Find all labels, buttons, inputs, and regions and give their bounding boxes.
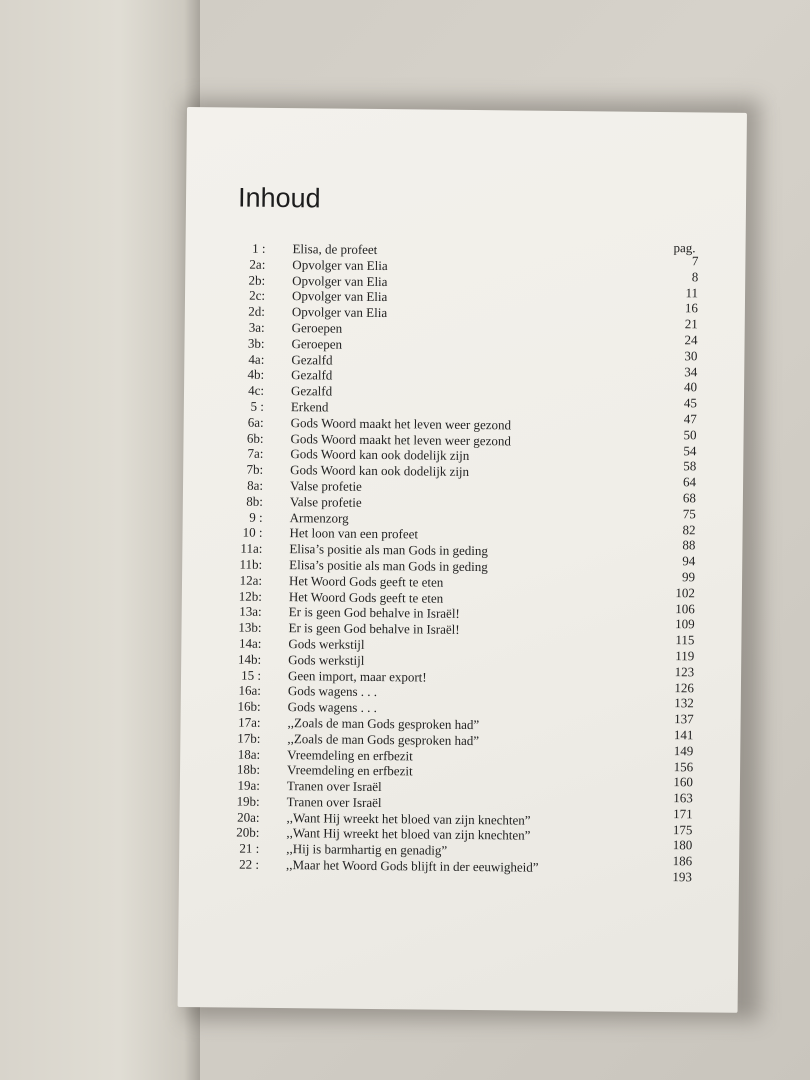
- entry-number: 12b:: [238, 588, 262, 604]
- entry-page: 75: [682, 505, 696, 522]
- entry-number: 4b:: [247, 367, 265, 383]
- entry-title: Gods wagens . . .: [287, 683, 378, 700]
- entry-number: 11a:: [240, 540, 263, 556]
- entry-number: 21 :: [239, 840, 260, 857]
- entry-title: ,,Want Hij wreekt het bloed van zijn knechten”: [286, 809, 531, 828]
- entry-number: 17b:: [237, 730, 261, 746]
- entry-title: Opvolger van Elia: [291, 288, 388, 305]
- entry-title: Elisa, de profeet: [292, 241, 378, 258]
- entry-number: 22 :: [239, 856, 260, 872]
- entry-page: 186: [672, 853, 693, 869]
- entry-title: Opvolger van Elia: [291, 304, 388, 321]
- entry-page: 7: [691, 253, 699, 269]
- page-column-label: pag.: [673, 240, 696, 256]
- entry-number: 7b:: [246, 461, 264, 477]
- entry-title: Geen import, maar export!: [287, 667, 427, 685]
- entry-page: 115: [675, 632, 695, 648]
- entry-title: Valse profetie: [289, 493, 362, 510]
- entry-number: 20b:: [236, 825, 260, 841]
- entry-title: Gods werkstijl: [288, 651, 365, 668]
- entry-page: 106: [675, 600, 695, 616]
- entry-number: 18a:: [237, 746, 261, 762]
- entry-number: 2a:: [249, 256, 266, 272]
- entry-title: ,,Zoals de man Gods gesproken had”: [287, 730, 480, 748]
- book-page: [178, 107, 747, 1013]
- entry-number: 3a:: [248, 319, 265, 335]
- entry-title: Geroepen: [291, 320, 343, 336]
- page-title: Inhoud: [237, 182, 321, 214]
- entry-page: 64: [683, 474, 697, 490]
- entry-page: 163: [673, 790, 693, 806]
- entry-title: ,,Hij is barmhartig en genadig”: [286, 841, 448, 859]
- entry-page: 119: [675, 648, 695, 664]
- entry-title: Gods werkstijl: [288, 636, 365, 652]
- entry-page: 82: [682, 521, 696, 537]
- entry-number: 8b:: [246, 493, 263, 509]
- entry-page: 160: [673, 774, 694, 790]
- entry-title: Gezalfd: [291, 351, 333, 368]
- entry-title: Het Woord Gods geeft te eten: [288, 572, 444, 590]
- entry-number: 14a:: [238, 635, 262, 651]
- entry-page: 109: [675, 616, 695, 632]
- entry-number: 9 :: [249, 509, 263, 525]
- entry-number: 15 :: [241, 667, 262, 683]
- entry-title: Opvolger van Elia: [292, 272, 388, 289]
- entry-number: 17a:: [238, 714, 261, 730]
- entry-number: 16b:: [237, 698, 261, 714]
- entry-title: Gods Woord kan ook dodelijk zijn: [290, 462, 470, 480]
- entry-number: 2d:: [248, 303, 265, 320]
- entry-number: 11b:: [239, 556, 263, 572]
- entry-title: Elisa’s positie als man Gods in geding: [289, 541, 489, 559]
- left-page: [0, 0, 200, 1080]
- entry-number: 18b:: [236, 761, 261, 778]
- entry-number: 13b:: [238, 619, 262, 635]
- entry-page: 94: [682, 553, 696, 569]
- entry-page: 34: [684, 363, 698, 379]
- entry-title: Het loon van een profeet: [289, 525, 419, 542]
- entry-number: 4c:: [248, 382, 265, 398]
- entry-number: 19a:: [237, 777, 260, 793]
- entry-number: 13a:: [239, 603, 262, 620]
- entry-title: Gods Woord maakt het leven weer gezond: [290, 430, 511, 448]
- entry-page: 149: [673, 742, 694, 759]
- entry-number: 2b:: [248, 272, 266, 288]
- entry-number: 12a:: [239, 572, 263, 588]
- entry-title: Er is geen God behalve in Israël!: [288, 620, 460, 638]
- entry-page: 8: [691, 269, 699, 285]
- entry-title: ,,Zoals de man Gods gesproken had”: [287, 714, 480, 733]
- entry-title: ,,Want Hij wreekt het bloed van zijn knechten”: [286, 825, 531, 844]
- entry-title: Het Woord Gods geeft te eten: [288, 588, 444, 606]
- entry-page: 45: [683, 395, 698, 411]
- entry-title: Tranen over Israël: [286, 793, 382, 810]
- entry-number: 7a:: [247, 446, 264, 462]
- entry-page: 180: [672, 837, 693, 853]
- entry-title: Elisa’s positie als man Gods in geding: [289, 557, 488, 575]
- entry-page: 24: [684, 332, 698, 348]
- entry-title: Vreemdeling en erfbezit: [287, 746, 413, 763]
- entry-page: 47: [683, 411, 697, 427]
- entry-title: Tranen over Israël: [286, 778, 382, 795]
- entry-page: 137: [674, 711, 694, 727]
- entry-page: 88: [682, 537, 696, 553]
- entry-page: 171: [673, 806, 693, 822]
- entry-page: 193: [672, 869, 693, 885]
- entry-page: 21: [684, 316, 698, 332]
- entry-title: Er is geen God behalve in Israël!: [288, 604, 460, 622]
- entry-number: 5 :: [250, 398, 264, 414]
- entry-title: Gods wagens . . .: [287, 699, 377, 716]
- table-of-contents: [219, 240, 706, 885]
- entry-page: 68: [682, 490, 697, 506]
- entry-number: 20a:: [237, 809, 260, 825]
- entry-page: 11: [685, 284, 699, 300]
- entry-number: 8a:: [247, 477, 264, 493]
- entry-page: 141: [673, 727, 694, 743]
- entry-number: 10 :: [242, 524, 263, 541]
- entry-title: Opvolger van Elia: [292, 256, 388, 273]
- entry-title: Vreemdeling en erfbezit: [286, 762, 413, 779]
- entry-number: 6b:: [246, 430, 264, 446]
- entry-number: 1 :: [252, 240, 266, 256]
- entry-page: 156: [673, 758, 694, 774]
- entry-page: 126: [674, 679, 695, 695]
- entry-title: Gods Woord maakt het leven weer gezond: [290, 414, 512, 433]
- entry-page: 58: [683, 458, 697, 474]
- entry-page: 99: [682, 569, 696, 585]
- entry-number: 16a:: [238, 682, 261, 699]
- entry-title: Gezalfd: [290, 383, 333, 399]
- entry-number: 6a:: [247, 414, 264, 430]
- entry-title: Geroepen: [291, 335, 343, 352]
- entry-page: 54: [683, 442, 697, 458]
- entry-page: 16: [684, 300, 698, 316]
- entry-page: 123: [674, 663, 695, 680]
- entry-page: 102: [675, 584, 696, 601]
- entry-title: ,,Maar het Woord Gods blijft in der eeuwigheid”: [285, 857, 539, 875]
- entry-number: 19b:: [236, 793, 260, 809]
- entry-number: 4a:: [248, 351, 265, 367]
- entry-page: 175: [672, 821, 693, 838]
- entry-title: Valse profetie: [289, 478, 362, 494]
- entry-page: 50: [683, 426, 697, 443]
- entry-title: Gezalfd: [291, 367, 333, 383]
- entry-number: 2c:: [249, 288, 266, 304]
- entry-title: Armenzorg: [289, 509, 349, 526]
- entry-number: 3b:: [247, 335, 265, 351]
- entry-page: 40: [684, 379, 698, 395]
- entry-page: 132: [674, 695, 694, 711]
- entry-number: 14b:: [238, 651, 262, 667]
- entry-page: 30: [684, 348, 698, 364]
- entry-title: Gods Woord kan ook dodelijk zijn: [290, 446, 470, 464]
- entry-title: Erkend: [290, 399, 329, 415]
